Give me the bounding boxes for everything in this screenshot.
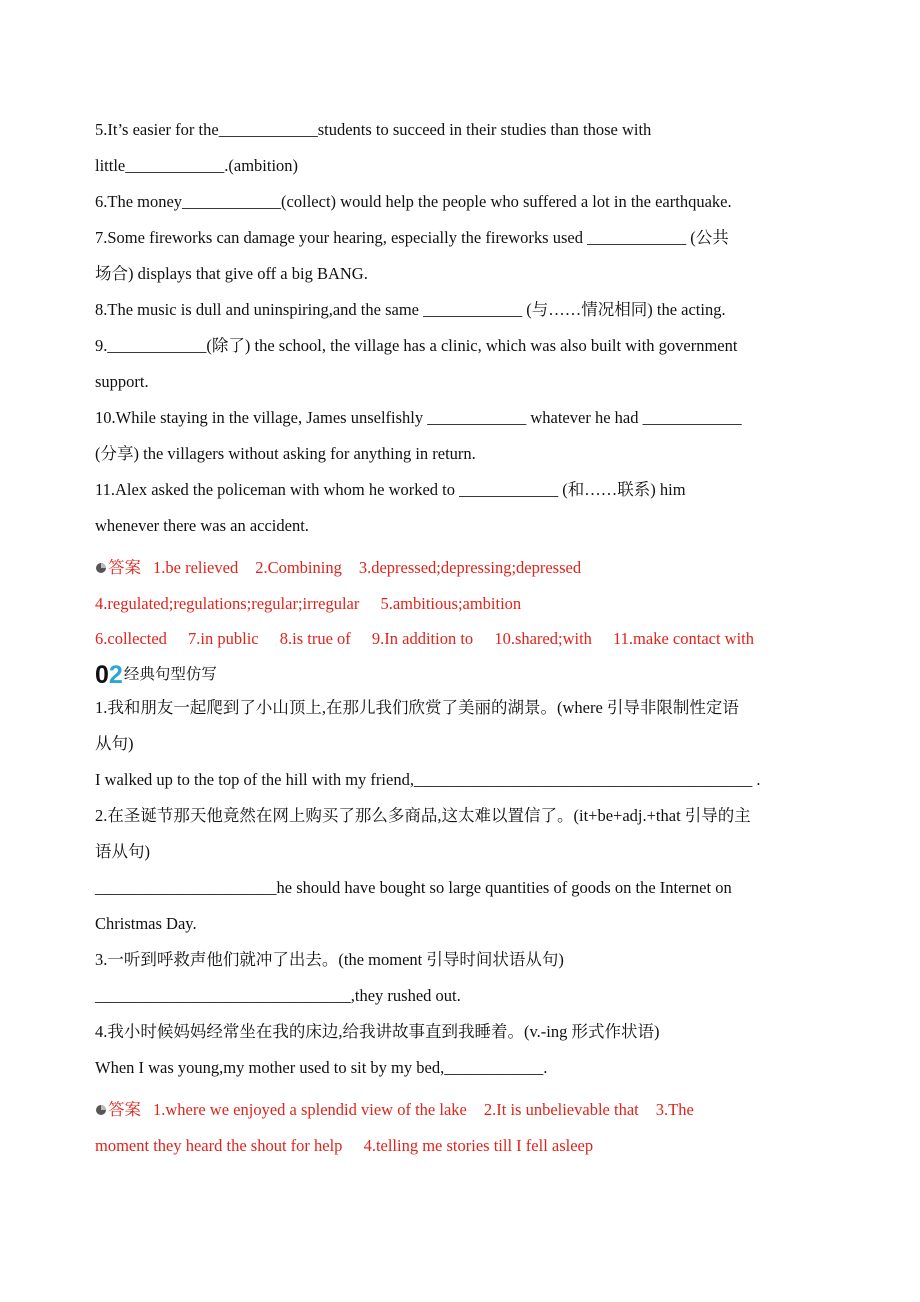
- sentence-line: 4.我小时候妈妈经常坐在我的床边,给我讲故事直到我睡着。(v.-ing 形式作状语): [95, 1022, 660, 1041]
- exercise-line: 场合) displays that give off a big BANG.: [95, 264, 368, 283]
- sentence-line: 语从句): [95, 842, 150, 861]
- answer-item: 5.ambitious;ambition: [380, 594, 522, 613]
- answer-item: 10.shared;with: [494, 629, 592, 648]
- content: [95, 112, 830, 1164]
- answer-item: 2.It is unbelievable that: [483, 1100, 639, 1119]
- answer-item: 7.in public: [188, 629, 259, 648]
- sentence-line: I walked up to the top of the hill with my friend,_________________________________________ .: [95, 770, 761, 789]
- answer-block-1: [95, 550, 830, 656]
- answer-icon: [95, 1104, 107, 1116]
- section-heading: [95, 654, 830, 690]
- answer-item: moment they heard the shout for help: [95, 1136, 343, 1155]
- section-number: 02: [95, 661, 123, 689]
- exercise-line: little____________.(ambition): [95, 156, 299, 175]
- answer-item: 4.regulated;regulations;regular;irregular: [95, 594, 360, 613]
- section-title: 经典句型仿写: [123, 665, 217, 683]
- answer-label: 答案: [108, 558, 141, 577]
- exercise-line: 11.Alex asked the policeman with whom he worked to ____________ (和……联系) him: [95, 480, 686, 499]
- exercise-line: 10.While staying in the village, James unselfishly ____________ whatever he had ____________: [95, 408, 742, 427]
- sentence-line: 1.我和朋友一起爬到了小山顶上,在那儿我们欣赏了美丽的湖景。(where 引导非限制性定语: [95, 698, 739, 717]
- answer-row: [95, 1128, 830, 1164]
- answer-item: 8.is true of: [279, 629, 351, 648]
- sentence-line: When I was young,my mother used to sit by my bed,____________.: [95, 1058, 548, 1077]
- sentence-line: Christmas Day.: [95, 914, 197, 933]
- exercise-line: 5.It’s easier for the____________students to succeed in their studies than those with: [95, 120, 652, 139]
- answer-item: 9.In addition to: [371, 629, 474, 648]
- exercise-line: 6.The money____________(collect) would help the people who suffered a lot in the earthquake.: [95, 192, 732, 211]
- sentence-line: ______________________he should have bought so large quantities of goods on the Internet on: [95, 878, 732, 897]
- answer-row: [95, 1092, 830, 1128]
- exercise-line: whenever there was an accident.: [95, 516, 309, 535]
- answer-item: 3.depressed;depressing;depressed: [358, 558, 582, 577]
- answer-item: 1.where we enjoyed a splendid view of the lake: [153, 1100, 467, 1119]
- sentence-block: [95, 690, 830, 1086]
- exercise-line: (分享) the villagers without asking for anything in return.: [95, 444, 476, 463]
- answer-item: 2.Combining: [255, 558, 342, 577]
- sentence-line: 2.在圣诞节那天他竟然在网上购买了那么多商品,这太难以置信了。(it+be+adj.+that 引导的主: [95, 806, 751, 825]
- exercise-line: 8.The music is dull and uninspiring,and the same ____________ (与……情况相同) the acting.: [95, 300, 726, 319]
- answer-block-2: [95, 1092, 830, 1164]
- answer-row: [95, 550, 830, 586]
- sentence-line: 从句): [95, 734, 134, 753]
- answer-row: [95, 622, 830, 656]
- answer-row: [95, 586, 830, 622]
- answer-item: 4.telling me stories till I fell asleep: [363, 1136, 594, 1155]
- answer-item: 3.The: [655, 1100, 694, 1119]
- answer-icon: [95, 562, 107, 574]
- exercise-block: [95, 112, 830, 544]
- sentence-line: _______________________________,they rushed out.: [95, 986, 461, 1005]
- answer-item: 1.be relieved: [153, 558, 239, 577]
- answer-label: 答案: [108, 1100, 141, 1119]
- answer-item: 11.make contact with: [613, 629, 755, 648]
- exercise-line: support.: [95, 372, 149, 391]
- exercise-line: 9.____________(除了) the school, the village has a clinic, which was also built with government: [95, 336, 738, 355]
- exercise-line: 7.Some fireworks can damage your hearing, especially the fireworks used ____________ (公共: [95, 228, 729, 247]
- sentence-line: 3.一听到呼救声他们就冲了出去。(the moment 引导时间状语从句): [95, 950, 564, 969]
- answer-item: 6.collected: [95, 629, 167, 648]
